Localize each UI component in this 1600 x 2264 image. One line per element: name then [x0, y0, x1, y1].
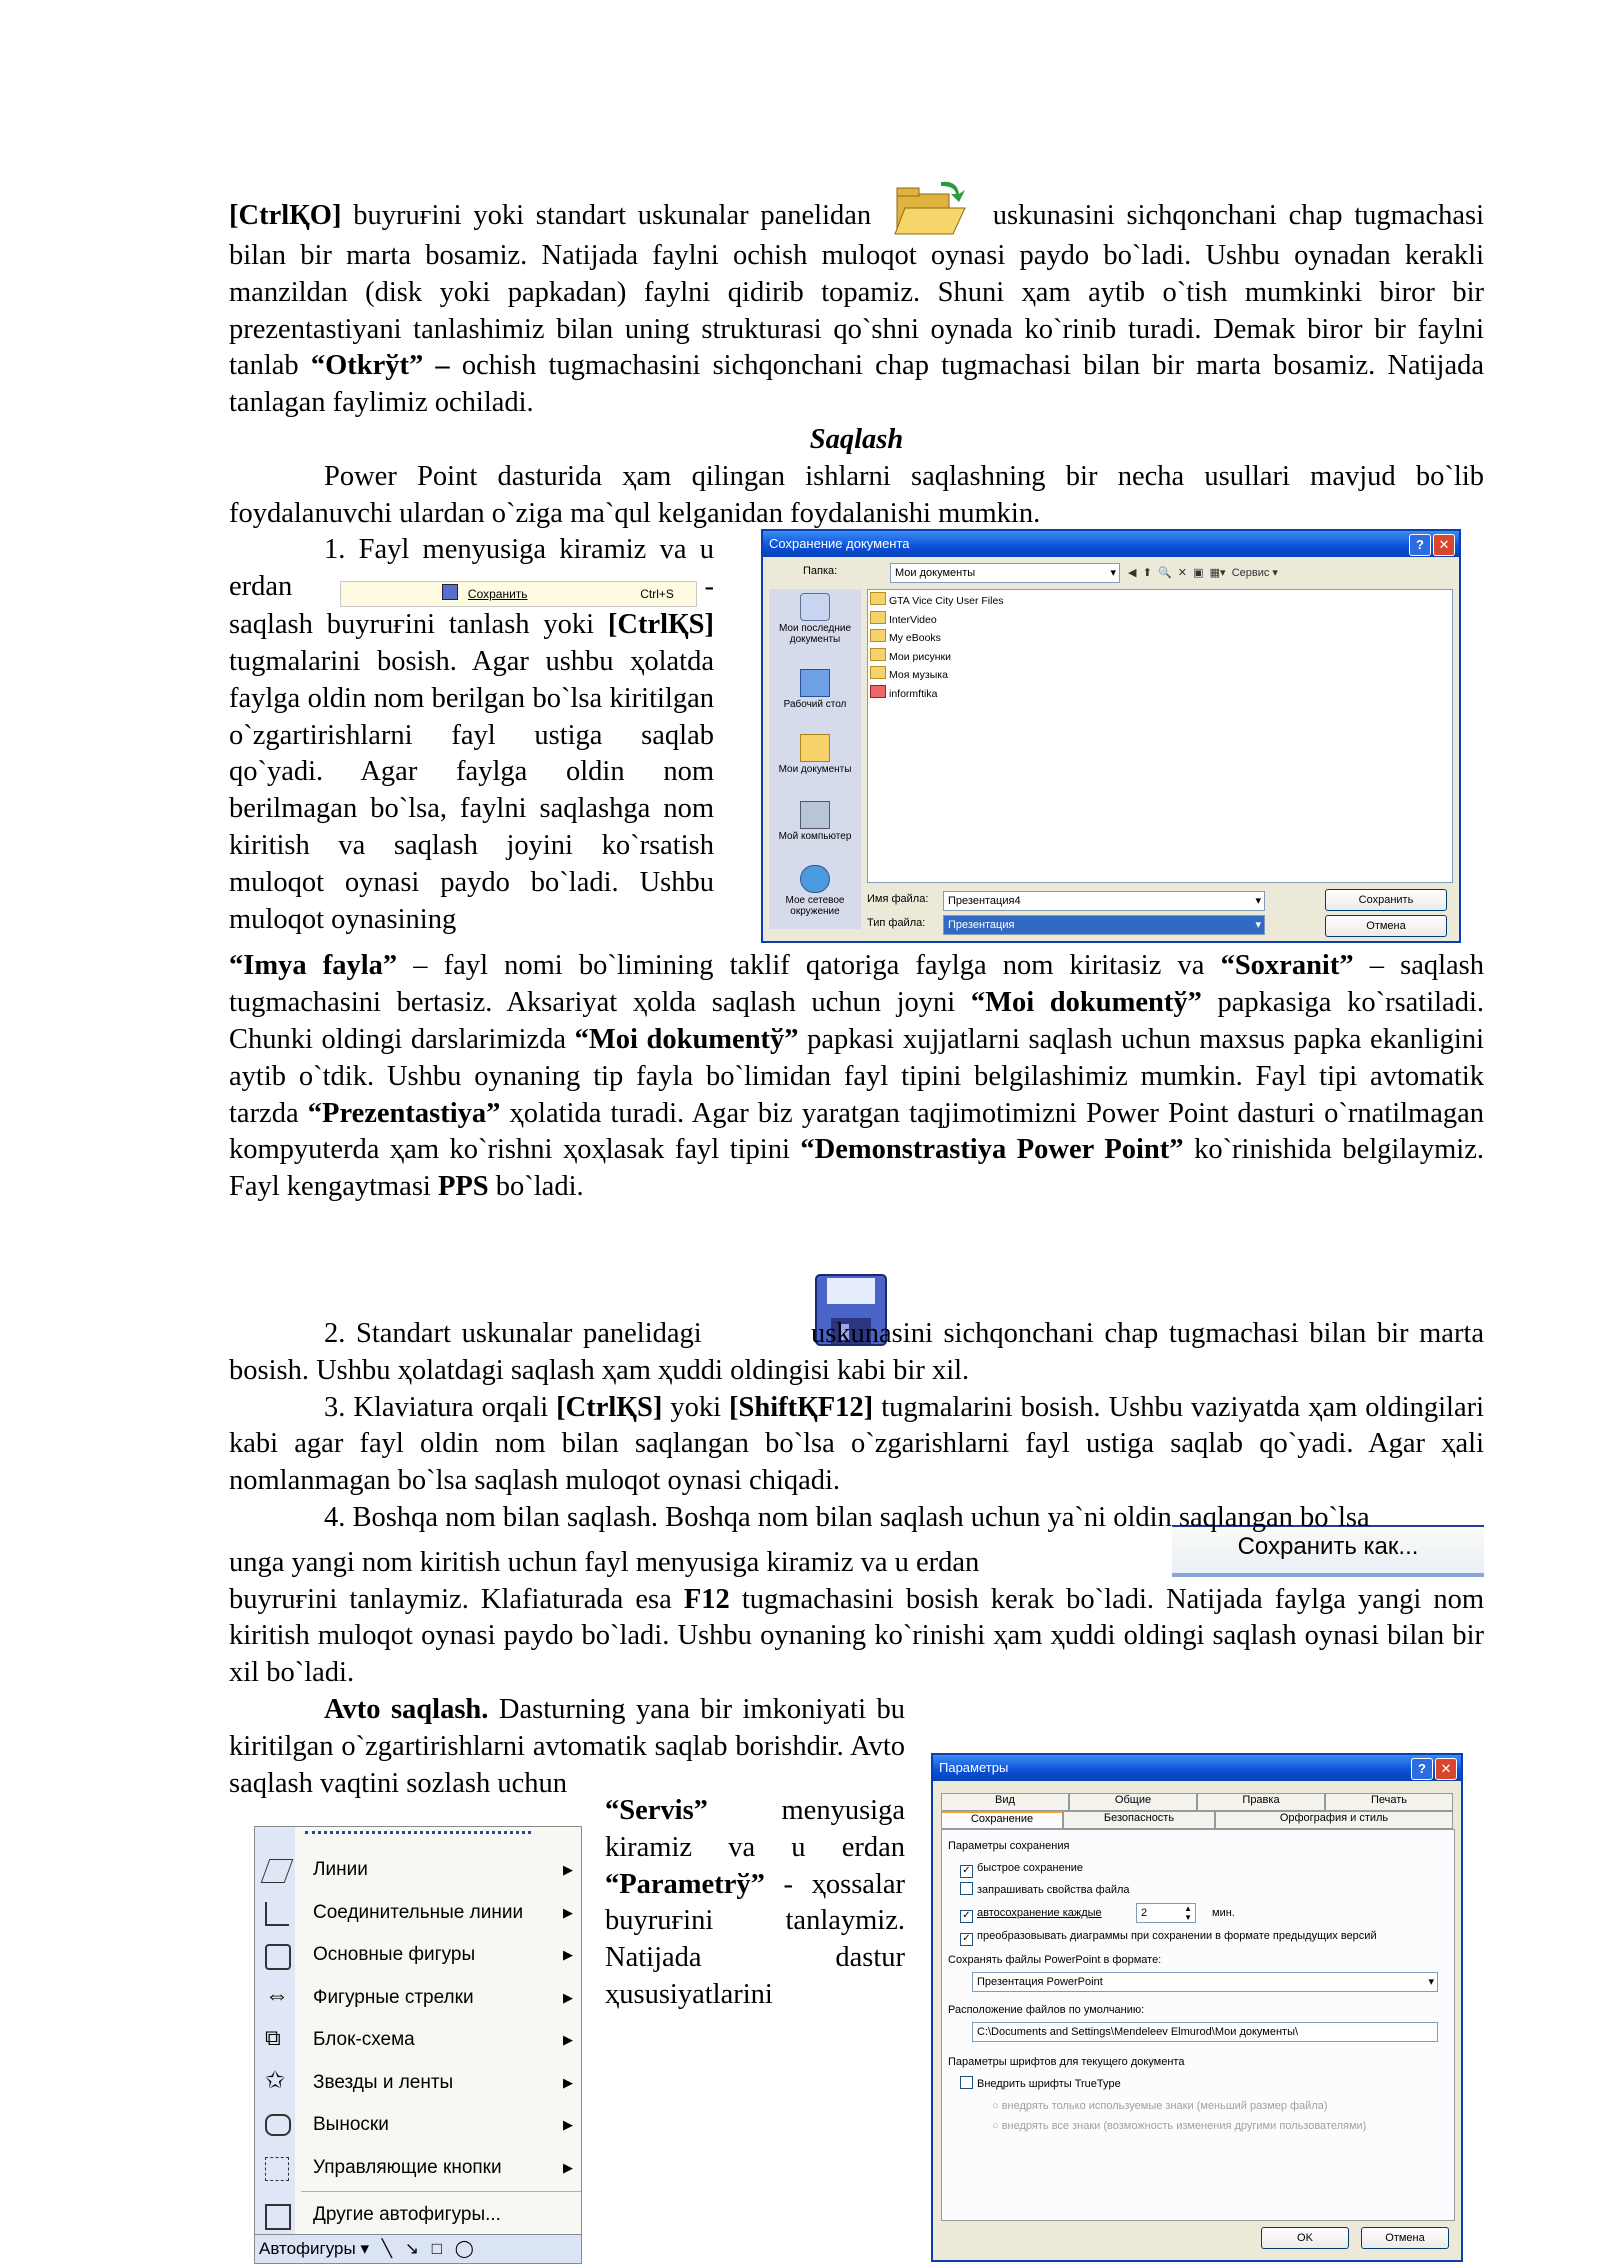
computer-icon — [800, 801, 830, 829]
menu-item-save-as[interactable]: Сохранить как... — [1172, 1525, 1484, 1577]
tab-view[interactable]: Вид — [941, 1793, 1069, 1811]
tabs-row2 — [941, 1811, 1453, 1829]
embed-used-radio[interactable]: ○ внедрять только используемые знаки (меньший размер файла) — [992, 2100, 1328, 2112]
file-list[interactable] — [867, 589, 1453, 883]
item2-text: 2. Standart uskunalar panelidagi uskunasini sichqonchani chap tugmachasi bilan bir marta bosish. Ushbu ҳolatdagi saqlash ҳam ҳuddi oldingisi kabi bir xil. — [229, 1272, 1484, 1390]
tabs-row1 — [941, 1793, 1453, 1811]
avto-text-a: Avto saqlash. Dasturning yana bir imkoniyati bu kiritilgan o`zgartirishlarni avtomatik saqlab borishdir. Avto saqlash vaqtini sozlash uchun — [229, 1693, 905, 1799]
tab-edit[interactable]: Правка — [1197, 1793, 1325, 1811]
open-folder-icon — [893, 178, 971, 238]
menu-item-connectors[interactable]: Соединительные линии ▶ — [255, 1892, 581, 1935]
paragraph-open: [CtrlҚO] buyruғini yoki standart uskunalar panelidan uskunasini sichqonchani chap tugmachasi bilan bir marta bosamiz. Natijada faylni ochish muloqot oynasi paydo bo`ladi. Ushbu oynadan kerakli manzildan (disk yoki papkadan) faylni qidirib topamiz. Shuni ҳam aytib o`tish mumkinki biror bir prezentastiyani tanlashimiz bilan uning strukturasi qo`shni oynada ko`rinib turadi. Demak biror bir faylni tanlab “Otkrўt” – ochish tugmachasini sichqonchani chap tugmachasi bilan bir marta bosamiz. Natijada tanlagan faylimiz ochiladi. — [229, 178, 1484, 422]
more-autoshapes-icon — [265, 2204, 291, 2230]
file-name-input[interactable]: Презентация4 ▾ — [943, 891, 1265, 911]
save-button[interactable]: Сохранить — [1325, 889, 1447, 911]
service-menu[interactable]: Сервис — [1231, 567, 1270, 579]
file-type-select[interactable]: Презентация ▾ — [943, 915, 1265, 935]
help-button[interactable]: ? — [1409, 534, 1431, 556]
list-item[interactable]: informftika — [870, 685, 1450, 704]
floppy-save-icon — [718, 1272, 794, 1348]
save-dialog-titlebar: Сохранение документа ? ✕ — [763, 531, 1459, 557]
place-mydocs[interactable]: Мои документы — [769, 734, 861, 775]
flowchart-icon: ⧉ — [265, 2025, 281, 2050]
tab-print[interactable]: Печать — [1325, 1793, 1453, 1811]
arrow-tool-icon[interactable]: ↘ — [404, 2239, 419, 2258]
chevron-right-icon: ▶ — [563, 2117, 573, 2132]
autosave-checkbox[interactable]: ✓ автосохранение каждые — [960, 1905, 1102, 1923]
parameters-dialog — [931, 1753, 1463, 2262]
menu-item-callouts[interactable]: Выноски ▶ — [255, 2104, 581, 2147]
autosave-minutes-stepper[interactable]: 2 ▲ ▼ — [1136, 1903, 1196, 1923]
shortcut-ctrl-o: [CtrlҚO] — [229, 200, 342, 231]
place-recent[interactable]: Мои последние документы — [769, 593, 861, 645]
tab-spelling[interactable]: Орфография и стиль — [1215, 1811, 1453, 1829]
fast-save-checkbox[interactable]: ✓ быстрое сохранение — [960, 1860, 1083, 1878]
connector-icon — [265, 1902, 289, 1926]
paragraph-intro: Power Point dasturida ҳam qilingan ishlarni saqlashning bir necha usullari mavjud bo`lib foydalanuvchi ulardan o`ziga ma`qul kelganidan foydalanishi mumkin. — [229, 460, 1484, 529]
item4-text-b: unga yangi nom kiritish uchun fayl menyusiga kiramiz va u erdan Сохранить как... — [229, 1545, 1484, 1582]
list-item[interactable]: GTA Vice City User Files — [870, 592, 1450, 611]
chevron-right-icon: ▶ — [563, 2159, 573, 2175]
chevron-down-icon: ▾ — [1110, 567, 1116, 579]
save-tab-panel: Параметры сохранения ✓ быстрое сохранение запрашивать свойства файла ✓ автосохранение каждые 2 ▲ ▼ мин. ✓ преобразовывать диаграммы при сохранении в формате предыдущих версий Сохранять файлы PowerPoint в формате: Презентация PowerPoint ▾ Расположение файлов по умолчанию: C:\Documents and Settings\Mendeleev Elmurod\Мои документы\ Параметры шрифтов для текущего документа Внедрить шрифты TrueType ○ внедрять только используемые знаки (меньший размер файла) ○ внедрять все знаки (возможность изменения другими пользователями) — [941, 1829, 1455, 2221]
menu-item-more-autoshapes[interactable]: Другие автофигуры... — [255, 2194, 581, 2237]
folder-select[interactable]: Мои документы ▾ — [890, 563, 1120, 583]
item3-text: 3. Klaviatura orqali [CtrlҚS] yoki [ShiftҚF12] tugmalarini bosish. Ushbu vaziyatda ҳam oldingilari kabi agar fayl oldin nom bilan saqlangan bo`lsa o`zgarishlarni fayl ustiga saqlab qo`yadi. Agar ҳali nomlanmagan bo`lsa saqlash muloqot oynasi chiqadi. — [229, 1391, 1485, 1497]
rectangle-tool-icon[interactable]: □ — [431, 2239, 442, 2258]
callout-icon — [265, 2114, 291, 2136]
chevron-right-icon: ▶ — [563, 1904, 573, 1920]
action-button-icon — [265, 2157, 289, 2181]
prompt-properties-checkbox[interactable]: запрашивать свойства файла — [960, 1882, 1130, 1898]
menu-item-flowchart[interactable]: ⧉ Блок-схема ▶ — [255, 2019, 581, 2062]
menu-item-basic-shapes[interactable]: Основные фигуры ▶ — [255, 1934, 581, 1977]
chevron-right-icon: ▶ — [563, 1947, 573, 1962]
autoshapes-button[interactable]: Автофигуры ▾ — [259, 2239, 369, 2258]
place-desktop[interactable]: Рабочий стол — [769, 669, 861, 710]
default-location-input[interactable]: C:\Documents and Settings\Mendeleev Elmurod\Мои документы\ — [972, 2022, 1438, 2042]
menu-item-save[interactable]: Сохранить Ctrl+S — [340, 581, 697, 607]
chevron-right-icon: ▶ — [563, 2032, 573, 2047]
item1-text-a: 1. Fayl menyusiga kiramiz va u erdan Сохранить Ctrl+S - saqlash buyruғini tanlash yoki [CtrlҚS] tugmalarini bosish. Agar ushbu ҳolatda faylga oldin nom berilgan bo`lsa kiritilgan o`zgartirishlarni fayl ustiga saqlab qo`yadi. Agar faylga oldin nom berilmagan bo`lsa, faylni saqlashga nom kiritish va saqlash joyini ko`rsatish muloqot oynasi paydo bo`ladi. Ushbu muloqot oynasining — [229, 534, 715, 935]
line-tool-icon[interactable]: ╲ — [381, 2239, 392, 2258]
save-dialog: Сохранение документа ? ✕ Папка: Мои документы ▾ ◀ ⬆ 🔍 ✕ ▣ ▦▾ Сервис ▾ Мои последние документы Рабочий стол Мои документы Мой компьютер Мое сетевое окружение GTA Vice City User Files InterVideo My eBooks Мои рисунки Моя музыка informftika Имя файла: Презентация4 ▾ Тип файла: Презентация ▾ Сохранить Отмена — [761, 529, 1461, 943]
ok-button[interactable]: OK — [1261, 2227, 1349, 2249]
menu-drag-handle[interactable] — [305, 1831, 531, 1846]
list-item[interactable]: Мои рисунки — [870, 648, 1450, 667]
star-icon: ✩ — [265, 2066, 286, 2094]
up-folder-icon[interactable]: ⬆ — [1142, 567, 1152, 579]
drawing-toolbar — [255, 2234, 581, 2263]
menu-item-block-arrows[interactable]: ⇔ Фигурные стрелки ▶ — [255, 1977, 581, 2020]
item1-text-b: “Imya fayla” – fayl nomi bo`limining taklif qatoriga faylga nom kiritasiz va “Soxranit” – saqlash tugmachasini bertasiz. Aksariyat ҳolda saqlash uchun joyni “Moi dokumentў” papkasiga ko`rsatiladi. Chunki oldingi darslarimizda “Moi dokumentў” papkasi xujjatlarni saqlash uchun maxsus papka ekanligini aytib o`tdik. Ushbu oynaning tip fayla bo`limidan fayl tipini belgilashimiz mumkin. Fayl tipi avtomatik tarzda “Prezentastiya” ҳolatida turadi. Agar biz yaratgan taqjimotimizni Power Point dasturi o`rnatilmagan kompyuterda ҳam ko`rishni ҳoҳlasak fayl tipini “Demonstrastiya Power Point” ko`rinishida belgilaymiz. Fayl kengaytmasi PPS bo`ladi. — [229, 950, 1485, 1203]
desktop-icon — [800, 669, 830, 697]
lines-icon — [261, 1859, 294, 1883]
place-network[interactable]: Мое сетевое окружение — [769, 865, 861, 917]
parameters-titlebar: Параметры ? ✕ — [933, 1755, 1461, 1781]
chevron-right-icon: ▶ — [563, 1989, 573, 2005]
autoshapes-menu — [254, 1826, 582, 2264]
chevron-down-icon: ▾ — [1428, 1976, 1434, 1988]
embed-fonts-checkbox[interactable]: Внедрить шрифты TrueType — [960, 2076, 1121, 2092]
save-format-select[interactable]: Презентация PowerPoint ▾ — [972, 1972, 1438, 1992]
embed-all-radio[interactable]: ○ внедрять все знаки (возможность изменения другими пользователями) — [992, 2120, 1367, 2132]
recent-docs-icon — [800, 593, 830, 621]
menu-item-lines[interactable]: Линии ▶ — [255, 1849, 581, 1892]
close-button[interactable]: ✕ — [1435, 1758, 1457, 1780]
my-documents-icon — [800, 734, 830, 762]
chevron-down-icon: ▾ — [1255, 919, 1261, 931]
place-computer[interactable]: Мой компьютер — [769, 801, 861, 842]
tab-general[interactable]: Общие — [1069, 1793, 1197, 1811]
chevron-right-icon: ▶ — [563, 2074, 573, 2090]
cancel-button[interactable]: Отмена — [1361, 2227, 1449, 2249]
back-icon[interactable]: ◀ — [1128, 567, 1137, 579]
avto-text-b: “Servis” menyusiga kiramiz va u erdan “Parametrў” - ҳossalar buyruғini tanlaymiz. Natijada dastur ҳususiyatlarini — [605, 1795, 905, 2010]
oval-tool-icon[interactable]: ◯ — [454, 2239, 474, 2258]
tab-security[interactable]: Безопасность — [1063, 1811, 1215, 1829]
network-icon — [800, 865, 830, 893]
chevron-down-icon: ▾ — [1255, 895, 1261, 907]
new-folder-icon[interactable]: ▣ — [1193, 567, 1204, 579]
chevron-right-icon: ▶ — [563, 1862, 573, 1877]
list-item[interactable]: Моя музыка — [870, 666, 1450, 685]
list-item[interactable]: InterVideo — [870, 611, 1450, 630]
item4-text-a: 4. Boshqa nom bilan saqlash. Boshqa nom bilan saqlash uchun ya`ni oldin saqlangan bo`lsa — [324, 1501, 1370, 1533]
item4-text-c: buyruғini tanlaymiz. Klafiaturada esa F12 tugmachasini bosish kerak bo`ladi. Natijada faylga yangi nom kiritish muloqot oynasi paydo bo`ladi. Ushbu oynaning ko`rinishi ҳam ҳuddi oldingi saqlash oynasi bilan bir xil bo`ladi. — [229, 1583, 1485, 1689]
tab-save[interactable]: Сохранение — [941, 1811, 1063, 1829]
help-button[interactable]: ? — [1411, 1758, 1433, 1780]
views-icon[interactable]: ▦▾ — [1209, 567, 1226, 579]
convert-charts-checkbox[interactable]: ✓ преобразовывать диаграммы при сохранении в формате предыдущих версий — [960, 1928, 1377, 1946]
basic-shapes-icon — [265, 1944, 291, 1970]
dialog-toolbar: ◀ ⬆ 🔍 ✕ ▣ ▦▾ Сервис ▾ — [1128, 567, 1278, 579]
menu-item-action-buttons[interactable]: Управляющие кнопки ▶ — [255, 2147, 581, 2190]
places-bar — [769, 589, 861, 929]
block-arrows-icon: ⇔ — [265, 1981, 289, 2009]
menu-item-stars[interactable]: ✩ Звезды и ленты ▶ — [255, 2062, 581, 2105]
save-small-icon — [442, 584, 458, 600]
search-icon[interactable]: 🔍 — [1157, 567, 1172, 579]
delete-icon[interactable]: ✕ — [1177, 567, 1187, 579]
close-button[interactable]: ✕ — [1433, 534, 1455, 556]
section-heading: Saqlash — [809, 423, 904, 455]
cancel-button[interactable]: Отмена — [1325, 915, 1447, 937]
list-item[interactable]: My eBooks — [870, 629, 1450, 648]
